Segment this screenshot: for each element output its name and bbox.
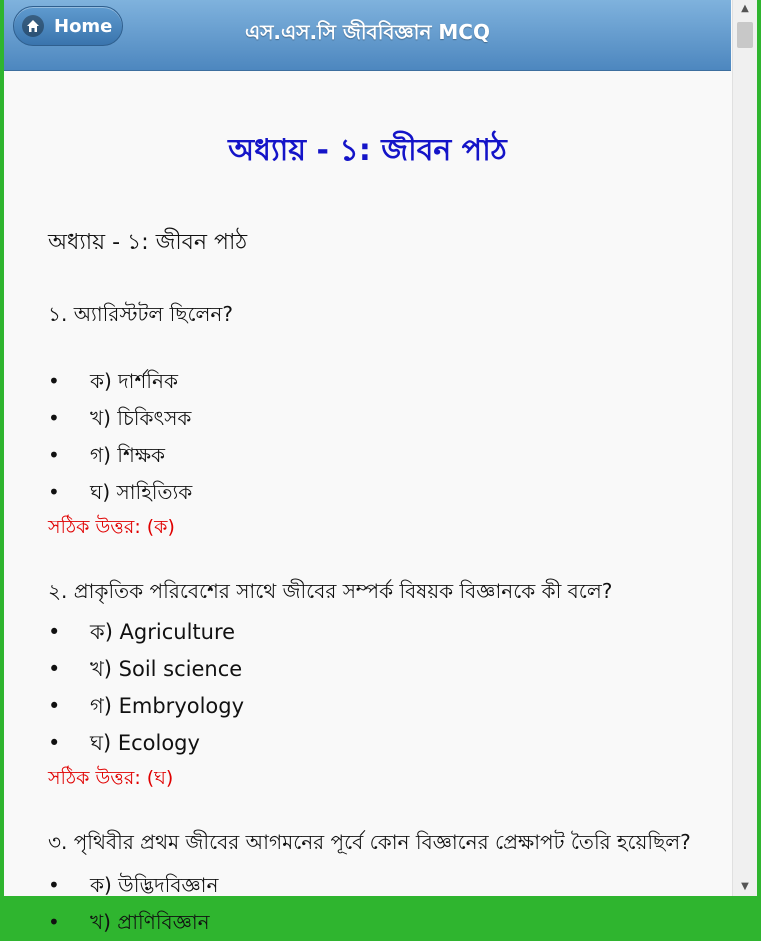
chapter-subheading: অধ্যায় - ১: জীবন পাঠ: [48, 230, 248, 255]
option-item: [4, 651, 731, 688]
option-label: ক) উদ্ভিদবিজ্ঞান: [90, 873, 219, 897]
option-label: ক) Agriculture: [90, 620, 236, 644]
main-content: [4, 70, 731, 941]
question-3-options: [4, 867, 731, 941]
option-item: [4, 725, 731, 762]
question-1-options: [4, 363, 731, 511]
bullet-icon: •: [48, 910, 60, 934]
question-1: ১. অ্যারিস্টটল ছিলেন?: [48, 302, 233, 326]
option-item: [4, 437, 731, 474]
scroll-down-icon[interactable]: ▼: [741, 881, 749, 892]
option-item: [4, 688, 731, 725]
option-item: [4, 614, 731, 651]
option-label: গ) Embryology: [90, 694, 245, 718]
answer-1: সঠিক উত্তর: (ক): [48, 516, 175, 538]
option-label: খ) Soil science: [90, 657, 243, 681]
bullet-icon: •: [48, 480, 60, 504]
option-label: ঘ) Ecology: [90, 731, 200, 755]
option-item: [4, 400, 731, 437]
option-label: খ) চিকিৎসক: [90, 406, 192, 430]
scroll-thumb[interactable]: [737, 22, 753, 48]
bullet-icon: •: [48, 406, 60, 430]
option-label: ঘ) সাহিত্যিক: [90, 480, 193, 504]
bullet-icon: •: [48, 731, 61, 755]
home-button-label: Home: [54, 15, 113, 37]
vertical-scrollbar[interactable]: [732, 0, 757, 896]
option-item: [4, 363, 731, 400]
bullet-icon: •: [48, 694, 61, 718]
bullet-icon: •: [48, 657, 61, 681]
question-2-options: [4, 614, 731, 762]
option-item: [4, 867, 731, 904]
option-item: [4, 474, 731, 511]
option-label: খ) প্রাণিবিজ্ঞান: [90, 910, 210, 934]
header-bar: [4, 0, 731, 71]
option-item: [4, 904, 731, 941]
bullet-icon: •: [48, 873, 60, 897]
question-3: ৩. পৃথিবীর প্রথম জীবের আগমনের পূর্বে কোন বিজ্ঞানের প্রেক্ষাপট তৈরি হয়েছিল?: [48, 830, 691, 854]
chapter-heading: অধ্যায় - ১: জীবন পাঠ: [228, 133, 507, 168]
scroll-up-icon[interactable]: ▲: [741, 3, 749, 14]
question-2: ২. প্রাকৃতিক পরিবেশের সাথে জীবের সম্পর্ক বিষয়ক বিজ্ঞানকে কী বলে?: [48, 579, 613, 603]
bullet-icon: •: [48, 620, 61, 644]
page-title: এস.এস.সি জীববিজ্ঞান MCQ: [245, 20, 490, 44]
option-label: গ) শিক্ষক: [90, 443, 166, 467]
option-label: ক) দার্শনিক: [90, 369, 178, 393]
answer-2: সঠিক উত্তর: (ঘ): [48, 767, 174, 789]
bullet-icon: •: [48, 443, 60, 467]
app-frame: [4, 0, 757, 934]
bullet-icon: •: [48, 369, 60, 393]
